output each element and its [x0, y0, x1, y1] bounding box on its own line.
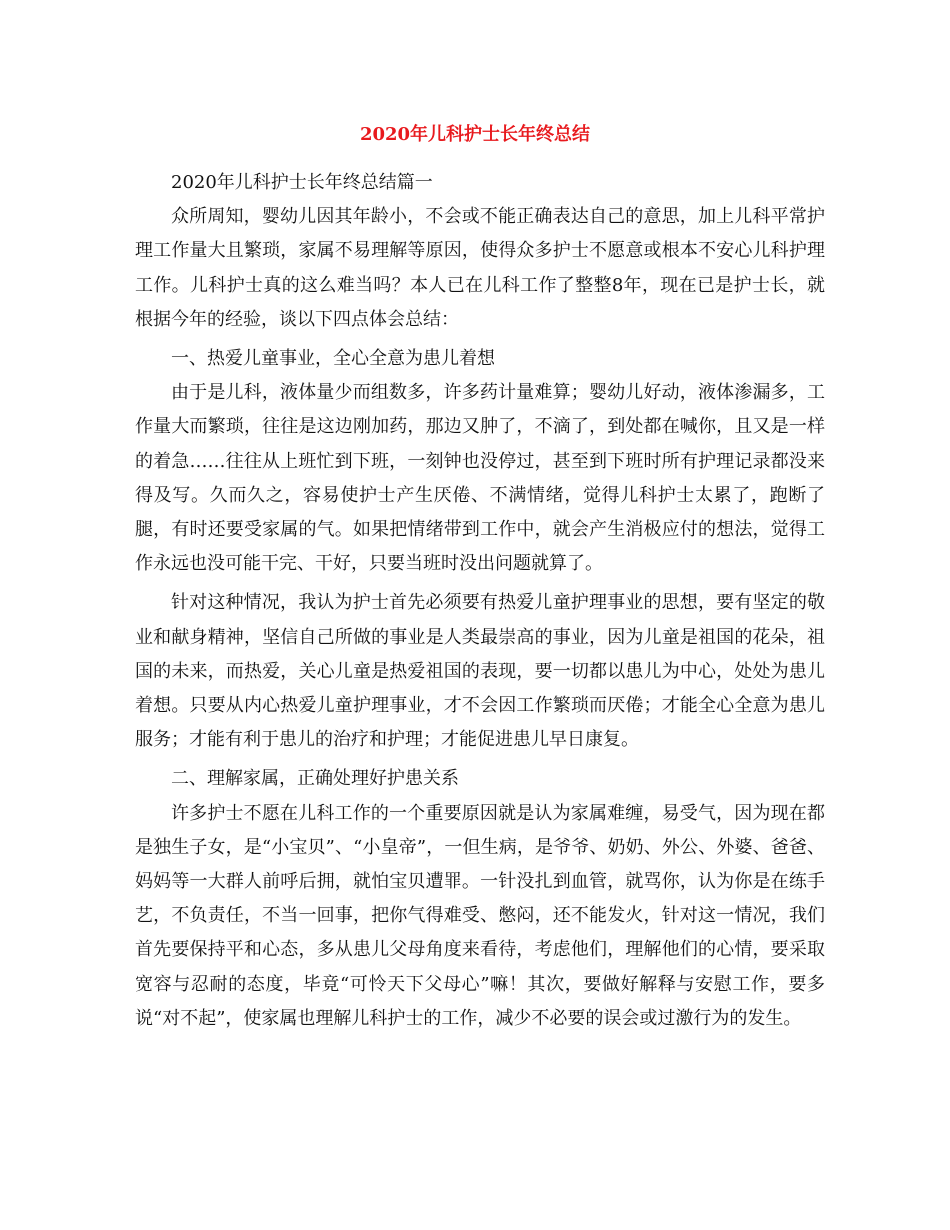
document-body: [135, 164, 825, 1036]
document-title: 2020年儿科护士长年终总结: [359, 124, 591, 145]
paragraph-workload: 由于是儿科，液体量少而组数多，许多药计量难算；婴幼儿好动，液体渗漏多，工作量大而繁琐，往往是这边刚加药，那边又肿了，不滴了，到处都在喊你，且又是一样的着急……往往从上班忙到下班，一刻钟也没停过，甚至到下班时所有护理记录都没来得及写。久而久之，容易使护士产生厌倦、不满情绪，觉得儿科护士太累了，跑断了腿，有时还要受家属的气。如果把情绪带到工作中，就会产生消极应付的想法，觉得工作永远也没可能干完、干好，只要当班时没出问题就算了。: [135, 382, 825, 575]
section-heading-part-one: 2020年儿科护士长年终总结篇一: [171, 172, 433, 193]
paragraph-family-relations: 许多护士不愿在儿科工作的一个重要原因就是认为家属难缠，易受气，因为现在都是独生子女，是“小宝贝”、“小皇帝”，一但生病，是爷爷、奶奶、外公、外婆、爸爸、妈妈等一大群人前呼后拥，就怕宝贝遭罪。一针没扎到血管，就骂你，认为你是在练手艺，不负责任，不当一回事，把你气得难受、憋闷，还不能发火，针对这一情况，我们首先要保持平和心态，多从患儿父母角度来看待，考虑他们，理解他们的心情，要采取宽容与忍耐的态度，毕竟“可怜天下父母心”嘛！其次，要做好解释与安慰工作，要多说“对不起”，使家属也理解儿科护士的工作，减少不必要的误会或过激行为的发生。: [135, 802, 825, 1029]
section-heading-2: 二、理解家属，正确处理好护患关系: [171, 768, 459, 790]
paragraph-dedication: 针对这种情况，我认为护士首先必须要有热爱儿童护理事业的思想，要有坚定的敬业和献身精神，坚信自己所做的事业是人类最崇高的事业，因为儿童是祖国的花朵，祖国的未来，而热爱，关心儿童是热爱祖国的表现，要一切都以患儿为中心，处处为患儿着想。只要从内心热爱儿童护理事业，才不会因工作繁琐而厌倦；才能全心全意为患儿服务；才能有利于患儿的治疗和护理；才能促进患儿早日康复。: [135, 592, 825, 751]
paragraph-intro: 众所周知，婴幼儿因其年龄小，不会或不能正确表达自己的意思，加上儿科平常护理工作量大且繁琐，家属不易理解等原因，使得众多护士不愿意或根本不安心儿科护理工作。儿科护士真的这么难当吗？本人已在儿科工作了整整8年，现在已是护士长，就根据今年的经验，谈以下四点体会总结：: [135, 206, 825, 330]
section-heading-1: 一、热爱儿童事业，全心全意为患儿着想: [171, 348, 495, 370]
